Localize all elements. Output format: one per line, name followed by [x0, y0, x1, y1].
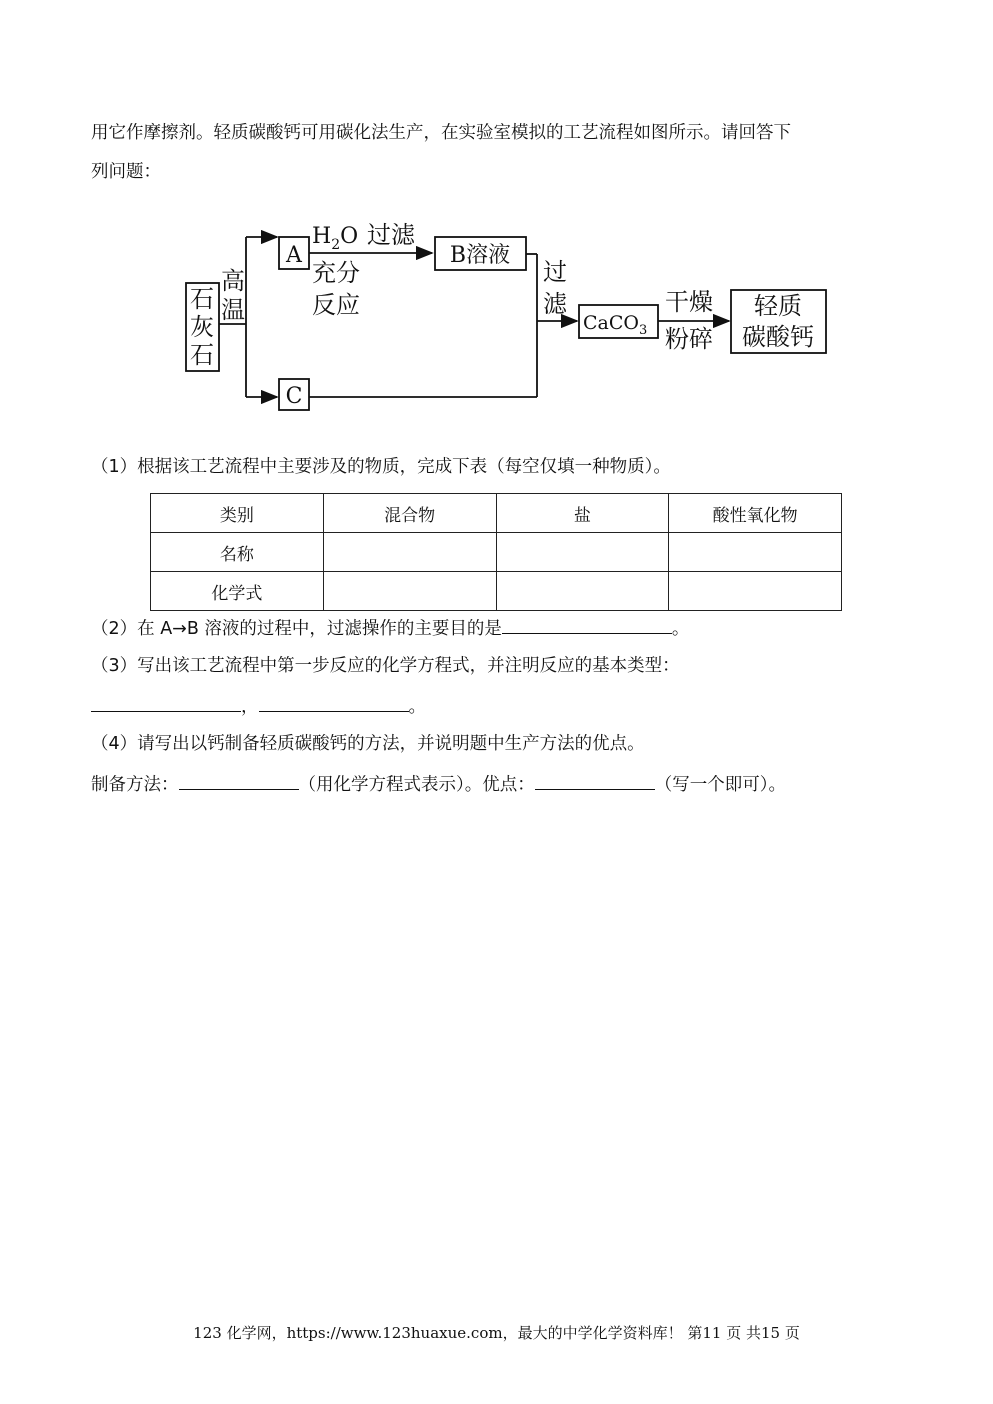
q4-advantage-note: （写一个即可）。: [654, 775, 786, 795]
q2-line: [91, 615, 689, 641]
table-answer-cell[interactable]: [669, 572, 842, 611]
table-header-cell: 类别: [151, 494, 324, 533]
table-answer-cell[interactable]: [496, 572, 669, 611]
box-c-label: C: [285, 384, 303, 409]
filter-label-2-char-1: 过: [543, 258, 567, 286]
box-b-label: B溶液: [449, 243, 511, 268]
q4-advantage-blank[interactable]: [535, 771, 655, 790]
q4-method-blank[interactable]: [179, 771, 299, 790]
h2o-sub: 2: [331, 237, 341, 253]
page-footer: 123 化学网，https://www.123huaxue.com，最大的中学化学资料库！ 第11 页 共15 页: [193, 1324, 800, 1342]
crush-label: 粉碎: [665, 325, 713, 353]
q3-separator: ，: [241, 697, 259, 717]
q4-answer-line: [91, 771, 786, 797]
limestone-char-1: 石: [190, 285, 214, 313]
table-row: [151, 533, 842, 572]
q3-answer-line: [91, 693, 426, 719]
table-answer-cell[interactable]: [496, 533, 669, 572]
q1-text: （1）根据该工艺流程中主要涉及的物质，完成下表（每空仅填一种物质）。: [91, 457, 671, 477]
q3-end: 。: [408, 697, 426, 717]
q3-equation-blank[interactable]: [91, 693, 241, 712]
caco3-label: [583, 312, 647, 338]
high-temp-char-2: 温: [221, 296, 245, 324]
full-reaction-line-1: 充分: [312, 259, 360, 287]
q4-method-note: （用化学方程式表示）。优点：: [298, 775, 535, 795]
q3-text: （3）写出该工艺流程中第一步反应的化学方程式，并注明反应的基本类型：: [91, 656, 680, 676]
intro-line-1: 用它作摩擦剂。轻质碳酸钙可用碳化法生产，在实验室模拟的工艺流程如图所示。请回答下: [91, 123, 791, 143]
h2o-label: [312, 224, 358, 253]
table-header-cell: 混合物: [323, 494, 496, 533]
q2-end: 。: [671, 619, 690, 639]
filter-label-2-char-2: 滤: [543, 290, 567, 318]
q4-text: （4）请写出以钙制备轻质碳酸钙的方法，并说明题中生产方法的优点。: [91, 734, 645, 754]
table-row: [151, 572, 842, 611]
q2-answer-blank[interactable]: [502, 615, 672, 634]
full-reaction-line-2: 反应: [312, 291, 360, 319]
q3-type-blank[interactable]: [259, 693, 409, 712]
caco3-text: CaCO: [583, 312, 639, 334]
classification-table: [150, 493, 842, 611]
limestone-char-2: 灰: [190, 313, 214, 341]
box-a-label: A: [286, 243, 302, 268]
q2-text: （2）在 A→B 溶液的过程中，过滤操作的主要目的是: [91, 619, 502, 639]
table-answer-cell[interactable]: [323, 572, 496, 611]
table-answer-cell[interactable]: [323, 533, 496, 572]
high-temp-char-1: 高: [221, 267, 245, 295]
product-line-1: 轻质: [754, 292, 802, 320]
h2o-h: H: [312, 224, 332, 249]
h2o-o: O: [340, 224, 359, 249]
dry-label: 干燥: [665, 288, 713, 316]
intro-line-2: 列问题：: [91, 162, 161, 182]
filter-label-1: 过滤: [367, 221, 415, 249]
table-header-cell: 酸性氧化物: [669, 494, 842, 533]
table-answer-cell[interactable]: [669, 533, 842, 572]
limestone-char-3: 石: [190, 341, 214, 369]
q4-method-label: 制备方法：: [91, 775, 179, 795]
process-flow-diagram: [0, 0, 993, 440]
caco3-sub: 3: [638, 323, 648, 338]
table-header-cell: 盐: [496, 494, 669, 533]
product-line-2: 碳酸钙: [742, 323, 814, 351]
table-row-label: 化学式: [151, 572, 324, 611]
table-row-label: 名称: [151, 533, 324, 572]
table-header-row: [151, 494, 842, 533]
